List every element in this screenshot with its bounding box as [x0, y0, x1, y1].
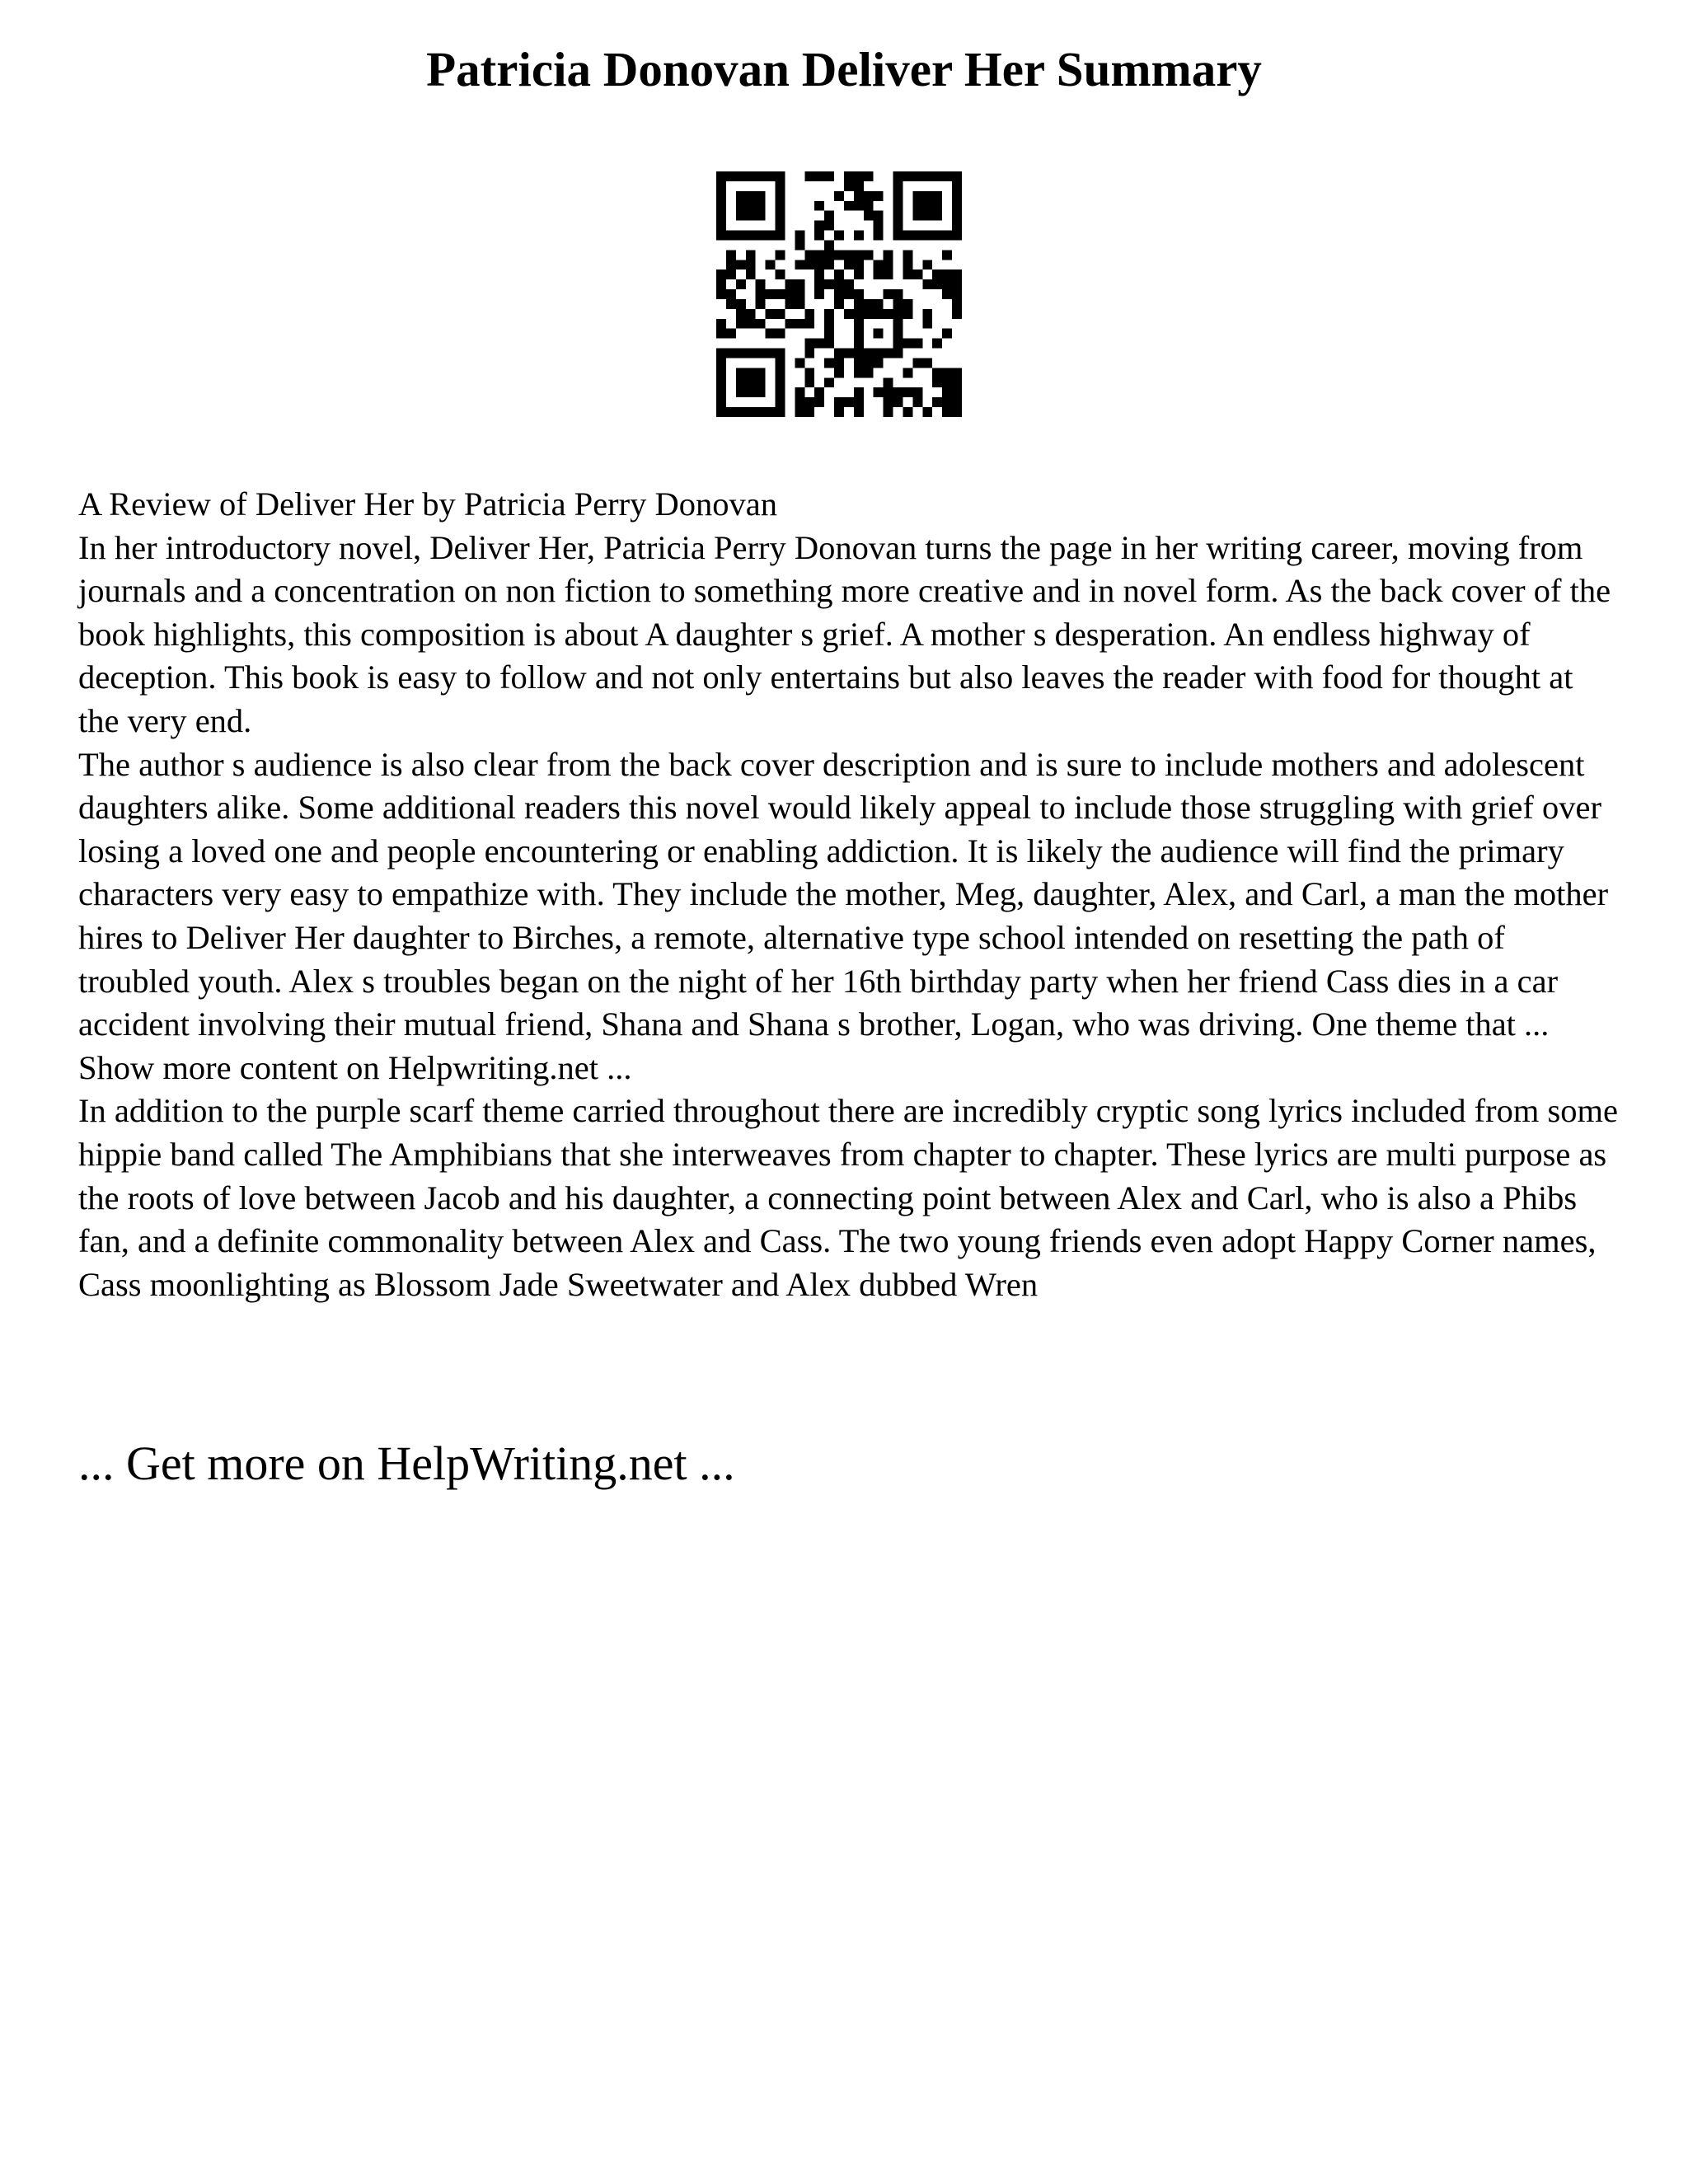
qr-code-icon: [716, 171, 962, 417]
get-more-link[interactable]: ... Get more on HelpWriting.net ...: [78, 1436, 735, 1490]
paragraph-intro: In her introductory novel, Deliver Her, Patricia Perry Donovan turns the page in her writing career, moving from journals and a concentration on non fiction to something more creative and in novel form. As the back cover of the book highlights, this composition is about A daughter s grief. A mother s desperation. An endless highway of deception. This book is easy to follow and not only entertains but also leaves the reader with food for thought at the very end.: [78, 528, 1611, 739]
paragraph-themes: In addition to the purple scarf theme carried throughout there are incredibly cryptic song lyrics included from some hippie band called The Amphibians that she interweaves from chapter to chapter. These lyrics are multi purpose as the roots of love between Jacob and his daughter, a connecting point between Alex and Carl, who is also a Phibs fan, and a definite commonality between Alex and Cass. The two young friends even adopt Happy Corner names, Cass moonlighting as Blossom Jade Sweetwater and Alex dubbed Wren: [78, 1092, 1619, 1303]
review-heading: A Review of Deliver Her by Patricia Perry Donovan: [78, 485, 778, 523]
paragraph-audience: The author s audience is also clear from the back cover description and is sure to include mothers and adolescent daughters alike. Some additional readers this novel would likely appeal to include those struggling with grief over losing a loved one and people encountering or enabling addiction. It is likely the audience will find the primary characters very easy to empathize with. They include the mother, Meg, daughter, Alex, and Carl, a man the mother hires to Deliver Her daughter to Birches, a remote, alternative type school intended on resetting the path of troubled youth. Alex s troubles began on the night of her 16th birthday party when her friend Cass dies in a car accident involving their mutual friend, Shana and Shana s brother, Logan, who was driving. One theme that ... Show more content on Helpwriting.net ...: [78, 745, 1609, 1086]
document-body: [78, 483, 1620, 1306]
page-title: Patricia Donovan Deliver Her Summary: [426, 42, 1262, 96]
